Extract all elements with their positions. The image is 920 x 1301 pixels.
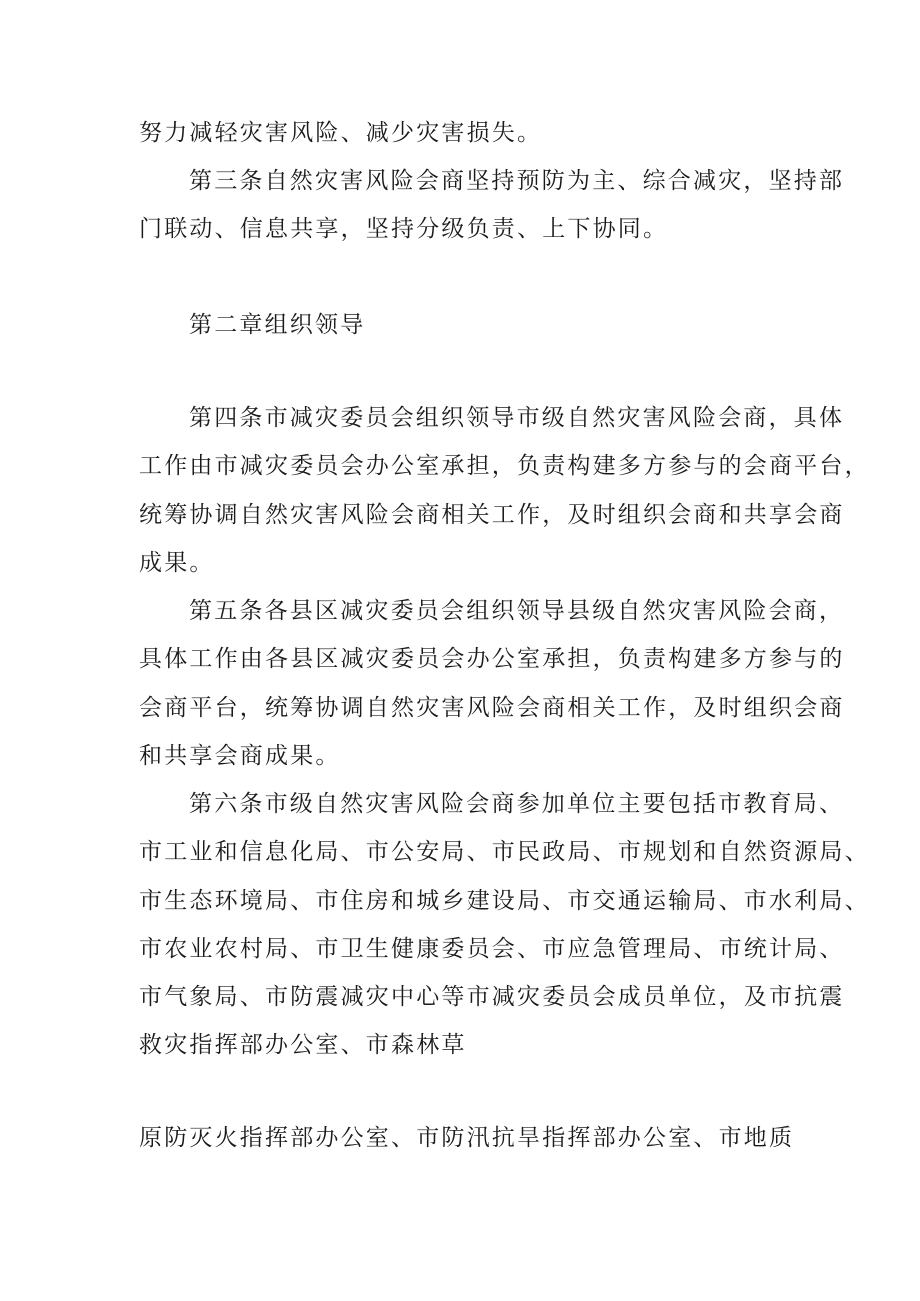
text-line: 救灾指挥部办公室、市森林草 [139,1032,467,1058]
text-line: 和共享会商成果。 [139,743,341,769]
article-3-line: 第三条自然灾害风险会商坚持预防为主、综合减灾，坚持部 [189,168,845,194]
text-line: 统筹协调自然灾害风险会商相关工作，及时组织会商和共享会商 [139,502,845,528]
text-line: 市气象局、市防震减灾中心等市减灾委员会成员单位，及市抗震 [139,984,845,1010]
text-line: 具体工作由各县区减灾委员会办公室承担，负责构建多方参与的 [139,646,845,672]
text-line: 市生态环境局、市住房和城乡建设局、市交通运输局、市水利局、 [139,888,870,914]
article-6-line: 第六条市级自然灾害风险会商参加单位主要包括市教育局、 [189,791,845,817]
article-4-line: 第四条市减灾委员会组织领导市级自然灾害风险会商，具体 [189,405,845,431]
text-line: 市工业和信息化局、市公安局、市民政局、市规划和自然资源局、 [139,839,870,865]
text-line: 门联动、信息共享，坚持分级负责、上下协同。 [139,216,669,242]
text-line: 会商平台，统筹协调自然灾害风险会商相关工作，及时组织会商 [139,695,845,721]
chapter-heading: 第二章组织领导 [189,312,366,338]
article-5-line: 第五条各县区减灾委员会组织领导县级自然灾害风险会商， [189,598,845,624]
text-line: 努力减轻灾害风险、减少灾害损失。 [139,120,543,146]
text-line: 成果。 [139,550,215,576]
text-line: 市农业农村局、市卫生健康委员会、市应急管理局、市统计局、 [139,936,845,962]
text-line: 原防灭火指挥部办公室、市防汛抗旱指挥部办公室、市地质 [139,1125,795,1151]
text-line: 工作由市减灾委员会办公室承担，负责构建多方参与的会商平台， [139,453,870,479]
